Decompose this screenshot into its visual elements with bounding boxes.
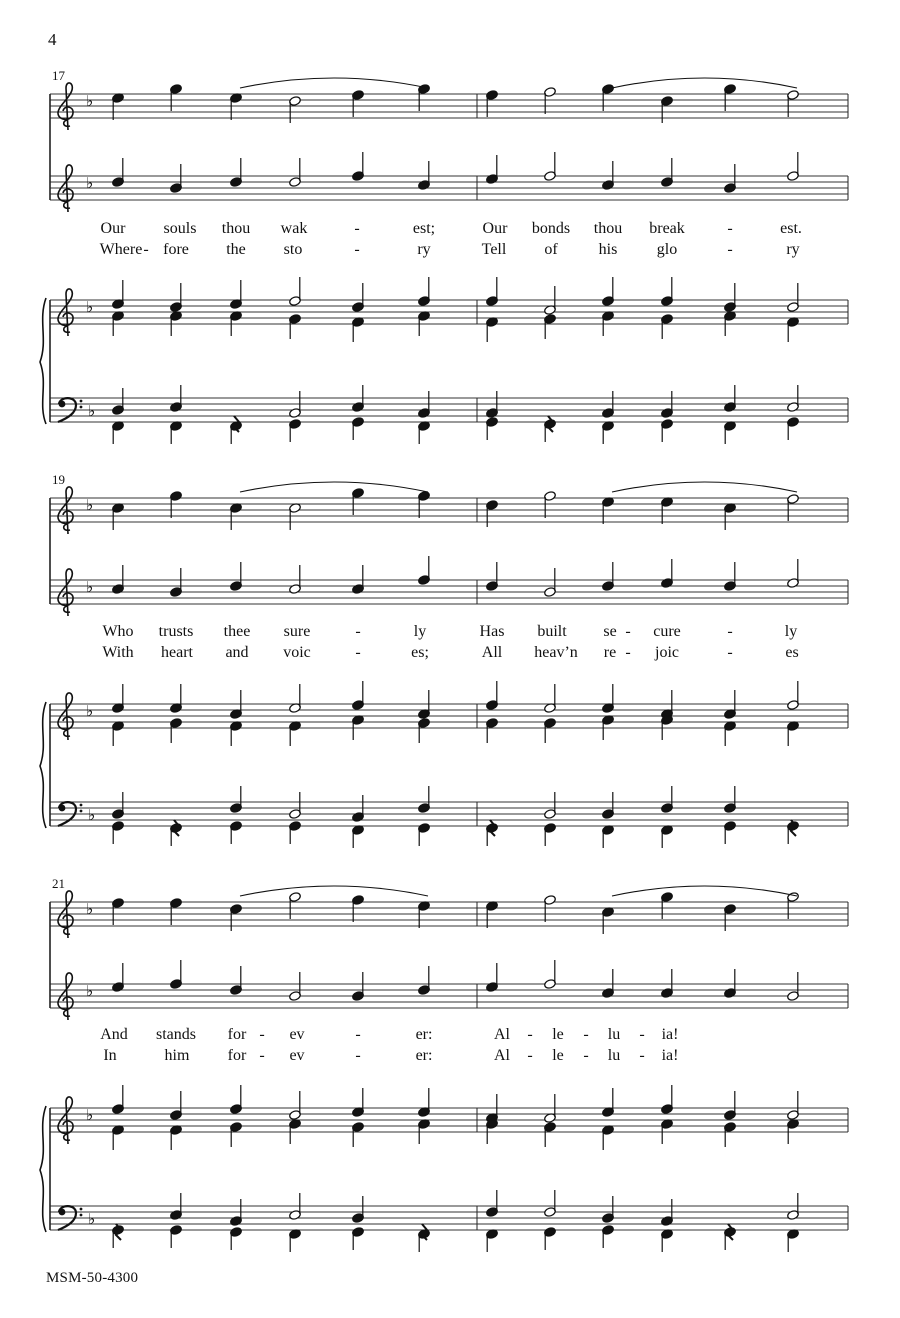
lyric-syllable: le <box>552 1047 564 1064</box>
lyric-syllable: - <box>625 623 631 640</box>
treble-clef <box>58 83 73 130</box>
lyric-syllable: bonds <box>531 220 571 237</box>
lyric-syllable: ly <box>413 623 427 640</box>
bass-clef-dot <box>80 400 83 403</box>
lyric-syllable: ev <box>289 1047 305 1064</box>
flat-key-signature: ♭ <box>88 1210 96 1228</box>
lyric-syllable: - <box>259 1026 265 1043</box>
flat-key-signature: ♭ <box>86 900 94 918</box>
bass-clef-dot <box>80 810 83 813</box>
lyric-syllable: - <box>354 220 360 237</box>
lyric-syllable: With <box>102 644 134 661</box>
lyric-syllable: ev <box>289 1026 305 1043</box>
lyric-syllable: lu <box>607 1047 621 1064</box>
lyric-line <box>0 1026 900 1046</box>
slur <box>612 482 797 492</box>
lyric-syllable: - <box>727 220 733 237</box>
lyric-line <box>0 623 900 643</box>
lyric-syllable: - <box>727 644 733 661</box>
lyric-syllable: thou <box>221 220 251 237</box>
piano-brace <box>40 702 46 828</box>
lyric-syllable: Has <box>479 623 505 640</box>
lyric-syllable: ry <box>786 241 800 258</box>
lyric-syllable: stands <box>156 1026 196 1043</box>
treble-clef <box>58 973 73 1020</box>
slur <box>612 78 797 88</box>
catalog-number: MSM-50-4300 <box>46 1270 139 1286</box>
lyric-syllable: - <box>583 1026 589 1043</box>
lyric-syllable: voic <box>283 644 311 661</box>
flat-key-signature: ♭ <box>86 578 94 596</box>
lyric-syllable: ia! <box>661 1026 679 1043</box>
flat-key-signature: ♭ <box>86 496 94 514</box>
measure-number-19: 19 <box>52 472 65 487</box>
piano-brace <box>40 1106 46 1232</box>
treble-clef <box>58 1097 73 1144</box>
treble-clef <box>58 569 73 616</box>
lyric-syllable: Where <box>99 241 143 258</box>
lyric-syllable: heart <box>161 644 193 661</box>
lyric-syllable: the <box>226 241 246 258</box>
lyric-syllable: - <box>727 241 733 258</box>
bass-clef-dot <box>80 1214 83 1217</box>
lyric-syllable: Our <box>482 220 508 237</box>
lyric-syllable: - <box>527 1047 533 1064</box>
lyric-syllable: er: <box>415 1047 433 1064</box>
lyric-syllable: In <box>103 1047 117 1064</box>
lyric-syllable: est. <box>780 220 802 237</box>
lyric-syllable: thee <box>223 623 251 640</box>
lyric-syllable: - <box>639 1047 645 1064</box>
lyric-syllable: - <box>355 1026 361 1043</box>
lyric-syllable: le <box>552 1026 564 1043</box>
measure-number-21: 21 <box>52 876 65 891</box>
lyric-syllable: souls <box>163 220 197 237</box>
treble-clef <box>58 487 73 534</box>
lyric-syllable: - <box>355 623 361 640</box>
lyric-syllable: - <box>639 1026 645 1043</box>
flat-key-signature: ♭ <box>86 982 94 1000</box>
bass-clef-dot <box>80 1208 83 1211</box>
lyric-syllable: - <box>727 623 733 640</box>
flat-key-signature: ♭ <box>86 92 94 110</box>
lyric-syllable: thou <box>593 220 623 237</box>
lyric-syllable: - <box>354 241 360 258</box>
slur <box>612 886 797 896</box>
lyric-line <box>0 1047 900 1067</box>
lyric-syllable: Al <box>494 1047 510 1064</box>
piano-brace <box>40 298 46 424</box>
treble-clef <box>58 289 73 336</box>
lyric-syllable: - <box>355 644 361 661</box>
lyric-syllable: re <box>603 644 617 661</box>
lyric-syllable: Who <box>102 623 134 640</box>
lyric-syllable: - <box>527 1026 533 1043</box>
lyric-syllable: All <box>481 644 503 661</box>
lyric-syllable: wak <box>280 220 308 237</box>
lyric-syllable: Tell <box>481 241 507 258</box>
lyric-syllable: - <box>583 1047 589 1064</box>
measure-number-17: 17 <box>52 68 65 83</box>
treble-clef <box>58 165 73 212</box>
lyric-syllable: est; <box>412 220 436 237</box>
lyric-syllable: es <box>785 644 799 661</box>
flat-key-signature: ♭ <box>88 402 96 420</box>
flat-key-signature: ♭ <box>86 298 94 316</box>
lyric-syllable: break <box>649 220 685 237</box>
lyric-line <box>0 220 900 240</box>
slur <box>240 886 428 896</box>
lyric-syllable: heav’n <box>534 644 578 661</box>
lyric-syllable: ia! <box>661 1047 679 1064</box>
lyric-syllable: for <box>227 1047 247 1064</box>
lyric-line <box>0 241 900 261</box>
lyric-syllable: trusts <box>158 623 194 640</box>
lyric-syllable: him <box>164 1047 190 1064</box>
slur <box>240 482 428 492</box>
flat-key-signature: ♭ <box>86 174 94 192</box>
lyric-syllable: se <box>603 623 617 640</box>
lyric-syllable: sto <box>283 241 303 258</box>
treble-clef <box>58 693 73 740</box>
lyric-syllable: Our <box>100 220 126 237</box>
lyric-syllable: his <box>598 241 618 258</box>
lyric-syllable: er: <box>415 1026 433 1043</box>
flat-key-signature: ♭ <box>86 1106 94 1124</box>
flat-key-signature: ♭ <box>88 806 96 824</box>
lyric-syllable: glo <box>656 241 678 258</box>
lyric-syllable: sure <box>283 623 311 640</box>
lyric-syllable: ry <box>417 241 431 258</box>
bass-clef-dot <box>80 406 83 409</box>
slur <box>240 78 428 88</box>
lyric-syllable: And <box>100 1026 128 1043</box>
lyric-syllable: Al <box>494 1026 510 1043</box>
lyric-syllable: joic <box>655 644 679 661</box>
treble-clef <box>58 891 73 938</box>
lyric-syllable: built <box>537 623 567 640</box>
lyric-line <box>0 644 900 664</box>
lyric-syllable: cure <box>653 623 681 640</box>
lyric-syllable: of <box>544 241 558 258</box>
page-number: 4 <box>48 30 57 49</box>
lyric-syllable: - <box>625 644 631 661</box>
lyric-syllable: for <box>227 1026 247 1043</box>
lyric-syllable: - <box>143 241 149 258</box>
lyric-syllable: ly <box>784 623 798 640</box>
flat-key-signature: ♭ <box>86 702 94 720</box>
lyric-syllable: fore <box>163 241 189 258</box>
lyric-syllable: es; <box>411 644 429 661</box>
lyric-syllable: lu <box>607 1026 621 1043</box>
lyric-syllable: - <box>259 1047 265 1064</box>
bass-clef-dot <box>80 804 83 807</box>
lyric-syllable: and <box>225 644 249 661</box>
lyric-syllable: - <box>355 1047 361 1064</box>
